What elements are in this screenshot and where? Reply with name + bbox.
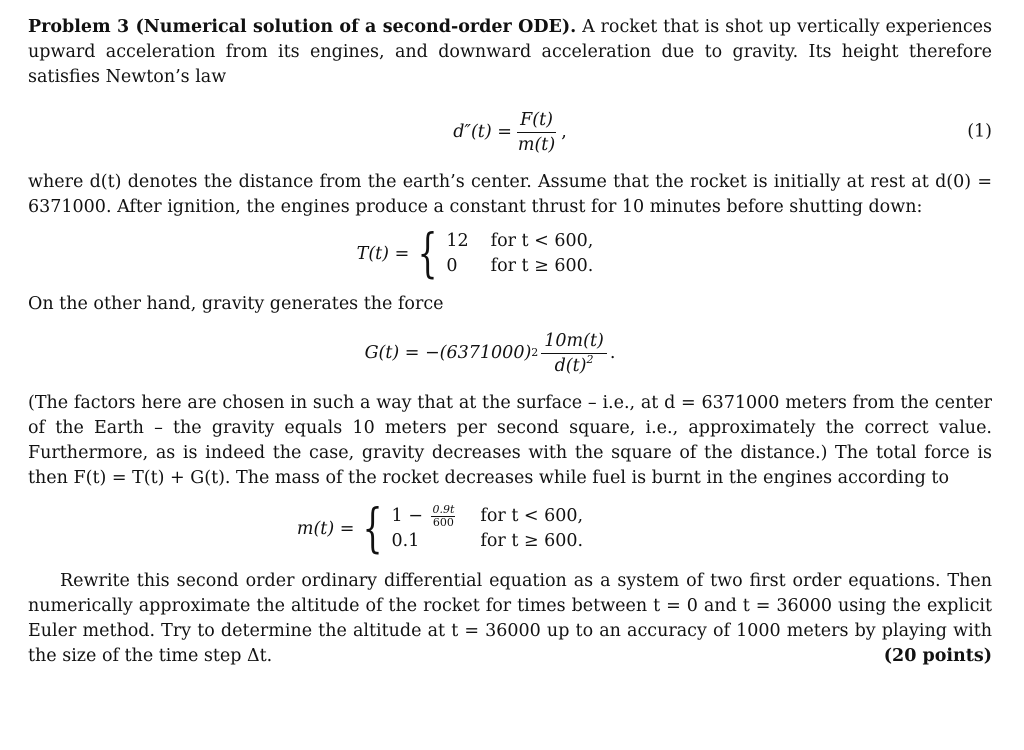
gravity-numerator: 10m(t) [541,329,607,354]
mass-numerator: 0.9t [432,503,455,516]
thrust-equation [28,224,992,284]
mass-cond-2: for t ≥ 600. [480,531,584,551]
problem-title: Problem 3 (Numerical solution of a second-order ODE). [28,17,577,37]
mass-denominator: 600 [432,516,454,529]
mass-lhs: m(t) = [296,518,355,539]
mass-cases [392,504,584,554]
thrust-lhs: T(t) = [356,243,410,264]
eq1-trail: , [561,121,567,142]
thrust-cases [446,229,593,279]
mass-value-2: 0.1 [391,531,420,551]
eq1-fraction [515,108,558,157]
problem-page [28,13,992,669]
thrust-value-2: 0 [446,256,458,276]
gravity-lhs: G(t) = −(6371000) [364,342,532,363]
paragraph-2: where d(t) denotes the distance from the earth’s center. Assume that the rocket is initially at rest at d(0) = 6371000. After ignition, the engines produce a constant thrust for 10 minutes before shutting down: [28,172,992,217]
gravity-fraction [541,329,607,378]
mass-one-minus: 1 − [391,506,423,526]
gravity-trail: . [609,342,616,363]
left-brace: { [417,224,438,284]
eq1-numerator: F(t) [517,108,556,133]
left-brace: { [363,499,383,559]
thrust-cond-1: for t < 600, [490,231,594,251]
gravity-equation: G(t) = −(6371000) 2 $\frac{10m(t)}{d(t)^2}$ . [364,330,616,376]
intro-paragraph [28,15,992,90]
intro-text: A rocket that is shot up vertically experiences upward acceleration from its engines, and downward acceleration due to gravity. Its height therefore satisfies Newton’s law [28,17,992,87]
gravity-den-exponent: 2 [586,352,594,366]
thrust-value-1: 12 [446,231,469,251]
gravity-denominator-box [552,354,597,378]
gravity-denominator: d(t) [554,355,587,376]
eq1-denominator: m(t) [517,134,556,155]
mass-equation [28,501,992,557]
equation-number: (1) [967,121,992,142]
mass-case-1-value [392,504,459,529]
mass-fraction [431,504,455,529]
thrust-cond-2: for t ≥ 600. [490,256,594,276]
points-label: (20 points) [883,646,992,666]
eq1-lhs: d″(t) = [453,121,512,142]
final-instructions: Rewrite this second order ordinary differential equation as a system of two first order equations. Then numerically approximate the altitude of the rocket for times between t = 0 and t = 36000 using the explicit Euler method. Try to determine the altitude at t = 36000 up to an accuracy of 1000 meters by playing with the size of the time step Δt. [28,571,992,666]
equation-1 [28,106,992,158]
mass-cond-1: for t < 600, [480,506,584,526]
paragraph-5 [28,569,992,669]
paragraph-4: (The factors here are chosen in such a way that at the surface – i.e., at d = 6371000 meters from the center of the Earth – the gravity equals 10 meters per second square, i.e., approximately the correct value. Furthermore, as is indeed the case, gravity decreases with the square of the distance.) The total force is then F(t) = T(t) + G(t). The mass of the rocket decreases while fuel is burnt in the engines according to [28,393,992,488]
paragraph-3: On the other hand, gravity generates the force [28,294,444,314]
